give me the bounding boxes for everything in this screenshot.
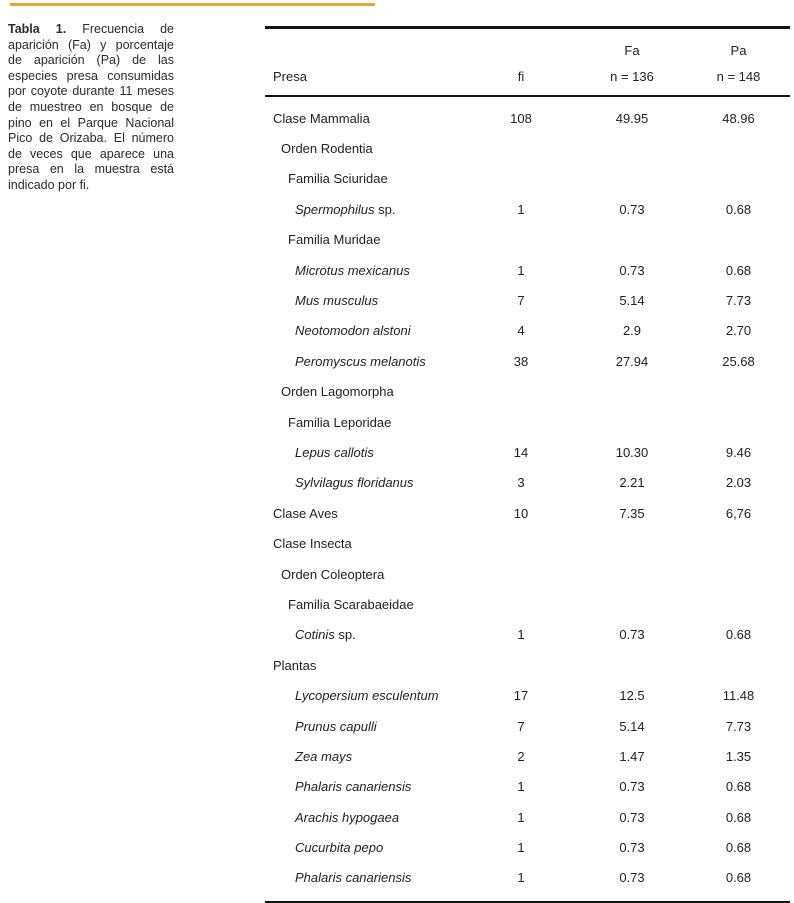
taxon-name: Orden Rodentia <box>281 141 373 157</box>
cell-pa: 0.68 <box>725 262 752 278</box>
cell-fi: 1 <box>517 201 525 217</box>
cell-fi: 1 <box>517 627 525 643</box>
cell-fi: 1 <box>517 779 525 795</box>
taxon-name: Familia Sciuridae <box>288 171 388 187</box>
cell-pa: 2.70 <box>725 323 752 339</box>
cell-presa <box>265 779 465 794</box>
cell-fi: 1 <box>517 262 525 278</box>
table-row <box>265 225 790 255</box>
cell-presa <box>265 840 465 855</box>
taxon-name: Lepus callotis <box>295 444 374 460</box>
cell-fi: 1 <box>517 870 525 886</box>
table-header <box>265 29 790 97</box>
cell-presa <box>265 111 465 126</box>
taxon-name: Familia Leporidae <box>288 414 392 430</box>
header-fa-n: n = 136 <box>610 68 654 84</box>
taxon-name: Phalaris canariensis <box>295 870 412 886</box>
cell-pa: 7.73 <box>725 293 752 309</box>
cell-pa: 0.68 <box>725 809 752 825</box>
cell-presa <box>265 749 465 764</box>
table-row <box>265 863 790 893</box>
taxon-name: Clase Aves <box>273 505 338 521</box>
cell-fa: 2.21 <box>619 475 645 491</box>
cell-pa: 0.68 <box>725 201 752 217</box>
header-fa: Fa <box>624 42 640 58</box>
table-row <box>265 346 790 376</box>
cell-fa: 0.73 <box>619 870 645 886</box>
taxon-name: Zea mays <box>295 748 353 764</box>
cell-presa <box>265 475 465 490</box>
taxon-suffix: sp. <box>334 627 356 643</box>
cell-pa: 9.46 <box>725 444 752 460</box>
taxon-name: Familia Scarabaeidae <box>288 596 414 612</box>
taxon-name: Sylvilagus floridanus <box>295 475 414 491</box>
table-row <box>265 285 790 315</box>
cell-fi: 3 <box>517 475 525 491</box>
header-presa: Presa <box>273 68 307 84</box>
table-row <box>265 255 790 285</box>
cell-presa <box>265 658 465 673</box>
taxon-name: Microtus mexicanus <box>295 262 410 278</box>
cell-pa: 25.68 <box>722 353 755 369</box>
cell-fa: 5.14 <box>619 293 645 309</box>
taxon-name: Peromyscus melanotis <box>295 353 426 369</box>
cell-presa <box>265 870 465 885</box>
data-table <box>265 26 790 903</box>
table-row <box>265 498 790 528</box>
table-row <box>265 468 790 498</box>
table-row <box>265 832 790 862</box>
cell-fi: 17 <box>513 688 529 704</box>
table-row <box>265 103 790 133</box>
cell-presa <box>265 719 465 734</box>
taxon-name: Clase Mammalia <box>273 110 370 126</box>
cell-presa <box>265 384 465 399</box>
table-row <box>265 316 790 346</box>
cell-pa: 0.68 <box>725 627 752 643</box>
header-row-units <box>265 37 790 63</box>
cell-pa: 0.68 <box>725 870 752 886</box>
taxon-name: Mus musculus <box>295 293 379 309</box>
cell-fa: 0.73 <box>619 201 645 217</box>
table-row <box>265 802 790 832</box>
taxon-name: Familia Muridae <box>288 232 381 248</box>
cell-presa <box>265 627 465 642</box>
taxon-name: Orden Coleoptera <box>281 566 385 582</box>
cell-presa <box>265 293 465 308</box>
table-row <box>265 407 790 437</box>
header-fi: fi <box>517 68 525 84</box>
cell-pa: 7.73 <box>725 718 752 734</box>
cell-pa: 0.68 <box>725 840 752 856</box>
cell-presa <box>265 323 465 338</box>
cell-presa <box>265 445 465 460</box>
cell-fa: 5.14 <box>619 718 645 734</box>
table-row <box>265 377 790 407</box>
table-row <box>265 711 790 741</box>
cell-fi: 38 <box>513 353 529 369</box>
cell-fa: 27.94 <box>615 353 649 369</box>
table-row <box>265 741 790 771</box>
cell-presa <box>265 567 465 582</box>
table-row <box>265 559 790 589</box>
cell-fa: 0.73 <box>619 779 645 795</box>
cell-pa: 6,76 <box>725 505 752 521</box>
taxon-name: Clase Insecta <box>273 536 352 552</box>
cell-presa <box>265 171 465 186</box>
taxon-name: Neotomodon alstoni <box>295 323 411 339</box>
cell-presa <box>265 415 465 430</box>
caption-label: Tabla 1. <box>8 22 67 36</box>
header-pa-n: n = 148 <box>716 68 761 84</box>
taxon-name: Lycopersium esculentum <box>295 688 439 704</box>
cell-presa <box>265 354 465 369</box>
cell-pa: 1.35 <box>725 748 752 764</box>
accent-rule <box>10 3 375 6</box>
taxon-suffix: sp. <box>374 201 396 217</box>
cell-fa: 12.5 <box>619 688 645 704</box>
table-row <box>265 772 790 802</box>
cell-fa: 10.30 <box>615 444 649 460</box>
cell-fi: 1 <box>517 840 525 856</box>
cell-fa: 49.95 <box>615 110 649 126</box>
taxon-name: Arachis hypogaea <box>295 809 400 825</box>
cell-fi: 1 <box>517 809 525 825</box>
table-row <box>265 589 790 619</box>
cell-presa <box>265 688 465 703</box>
cell-fi: 14 <box>513 444 529 460</box>
header-pa: Pa <box>730 42 747 58</box>
cell-pa: 48.96 <box>722 110 755 126</box>
table-row <box>265 620 790 650</box>
table-row <box>265 133 790 163</box>
taxon-name: Phalaris canariensis <box>295 779 412 795</box>
taxon-name: Orden Lagomorpha <box>281 384 394 400</box>
table-row <box>265 528 790 558</box>
taxon-name: Cucurbita pepo <box>295 840 384 856</box>
cell-fa: 7.35 <box>619 505 645 521</box>
cell-pa: 0.68 <box>725 779 752 795</box>
table-caption <box>8 22 174 194</box>
table-body <box>265 97 790 901</box>
cell-presa <box>265 232 465 247</box>
cell-fi: 7 <box>517 293 525 309</box>
cell-fa: 2.9 <box>622 323 642 339</box>
taxon-name: Cotinis <box>295 627 335 643</box>
cell-fa: 0.73 <box>619 262 645 278</box>
cell-presa <box>265 506 465 521</box>
cell-fi: 108 <box>510 110 532 126</box>
table-row <box>265 164 790 194</box>
cell-fa: 0.73 <box>619 809 645 825</box>
cell-presa <box>265 810 465 825</box>
cell-presa <box>265 141 465 156</box>
cell-presa <box>265 202 465 217</box>
cell-fi: 2 <box>517 748 525 764</box>
table-row <box>265 650 790 680</box>
taxon-name: Plantas <box>273 657 317 673</box>
taxon-name: Spermophilus <box>295 201 375 217</box>
header-row-labels <box>265 63 790 89</box>
cell-fa: 0.73 <box>619 627 645 643</box>
cell-pa: 2.03 <box>725 475 752 491</box>
cell-fa: 0.73 <box>619 840 645 856</box>
cell-fi: 4 <box>517 323 525 339</box>
cell-presa <box>265 263 465 278</box>
cell-presa <box>265 536 465 551</box>
table-row <box>265 680 790 710</box>
table-row <box>265 437 790 467</box>
table-row <box>265 194 790 224</box>
cell-pa: 11.48 <box>722 688 755 704</box>
cell-fi: 10 <box>513 505 529 521</box>
cell-presa <box>265 597 465 612</box>
taxon-name: Prunus capulli <box>295 718 377 734</box>
cell-fa: 1.47 <box>619 748 645 764</box>
caption-text: Frecuencia de aparición (Fa) y porcentaje de aparición (Pa) de las especies presa consumidas por coyote durante 11 meses de muestreo en bosque de pino en el Parque Nacional Pico de Orizaba. El número de veces que aparece una presa en la muestra está indicado por fi. <box>8 22 174 192</box>
cell-fi: 7 <box>517 718 525 734</box>
